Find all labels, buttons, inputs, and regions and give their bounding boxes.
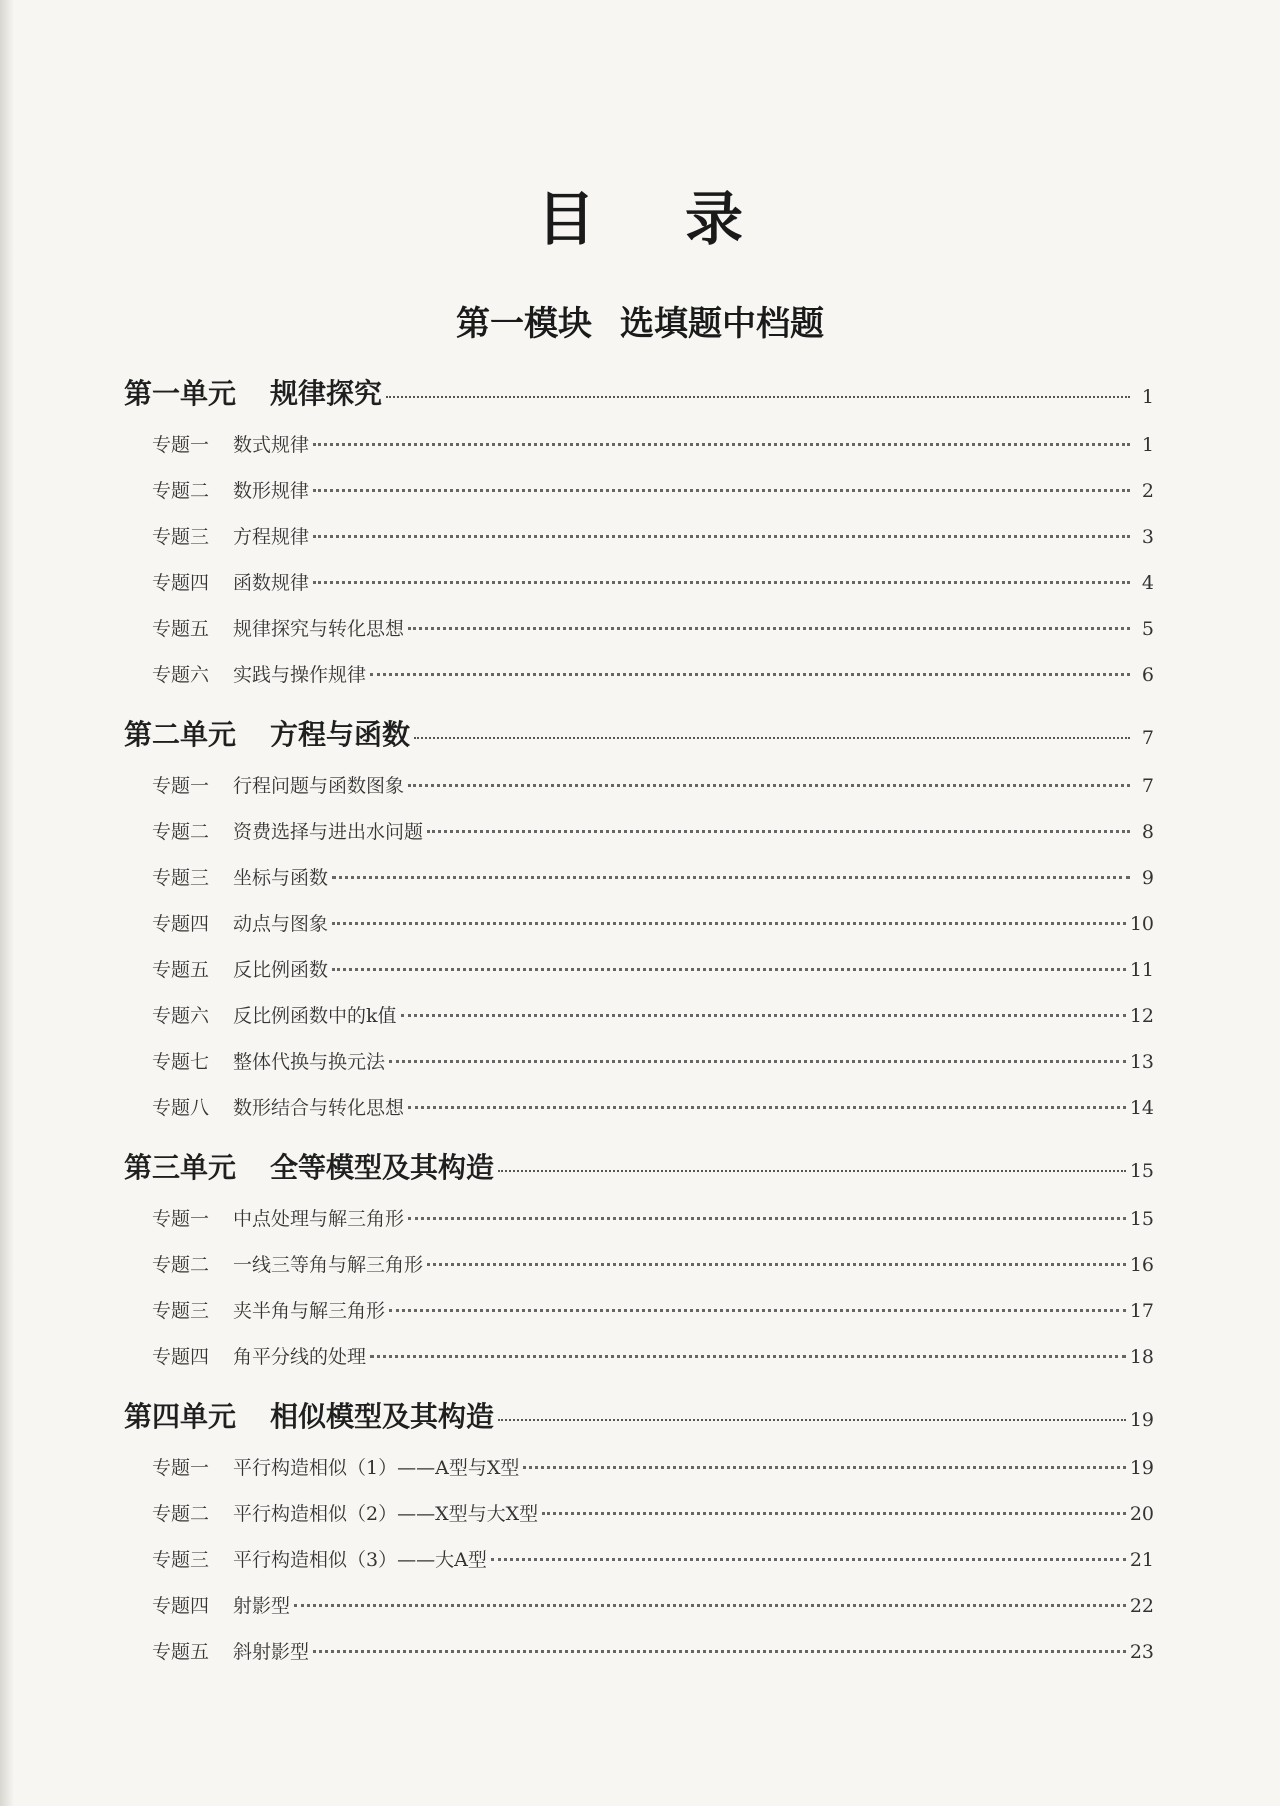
toc-topic-entry[interactable] <box>124 1499 1154 1545</box>
topic-title: 数形结合与转化思想 <box>233 1097 405 1119</box>
topic-title: 资费选择与进出水问题 <box>233 821 424 843</box>
page-number: 23 <box>1129 1641 1154 1663</box>
dot-leader <box>401 1014 1126 1017</box>
topic-title: 实践与操作规律 <box>233 664 367 686</box>
page-number: 9 <box>1141 867 1154 889</box>
page-number: 7 <box>1141 775 1154 797</box>
page-number: 14 <box>1129 1097 1154 1119</box>
page-number: 12 <box>1129 1005 1154 1027</box>
page-number: 1 <box>1141 386 1154 408</box>
toc-topic-entry[interactable] <box>124 614 1154 660</box>
toc-topic-entry[interactable] <box>124 1001 1154 1047</box>
toc-topic-entry[interactable] <box>124 1204 1154 1250</box>
topic-title: 平行构造相似（3）——大A型 <box>233 1549 487 1571</box>
toc-topic-entry[interactable] <box>124 1047 1154 1093</box>
topic-title: 平行构造相似（2）——X型与大X型 <box>233 1503 539 1525</box>
topic-title: 射影型 <box>233 1595 291 1617</box>
dot-leader <box>427 830 1130 833</box>
toc-topic-entry[interactable] <box>124 1342 1154 1388</box>
topic-title: 一线三等角与解三角形 <box>233 1254 424 1276</box>
unit-label: 第一单元 <box>124 377 237 410</box>
topic-title: 数形规律 <box>233 480 310 502</box>
toc-unit-entry[interactable] <box>124 372 1154 422</box>
page-number: 1 <box>1141 434 1154 456</box>
unit-label: 第二单元 <box>124 718 237 751</box>
page-number: 6 <box>1141 664 1154 686</box>
dot-leader <box>414 737 1130 739</box>
topic-label: 专题三 <box>152 867 210 889</box>
toc-topic-entry[interactable] <box>124 1637 1154 1683</box>
table-of-contents <box>124 372 1154 1683</box>
toc-topic-entry[interactable] <box>124 1545 1154 1591</box>
topic-label: 专题三 <box>152 1549 210 1571</box>
toc-topic-entry[interactable] <box>124 955 1154 1001</box>
toc-topic-entry[interactable] <box>124 817 1154 863</box>
dot-leader <box>386 396 1130 398</box>
topic-label: 专题四 <box>152 572 210 594</box>
topic-label: 专题八 <box>152 1097 210 1119</box>
unit-title: 规律探究 <box>270 377 383 410</box>
page-number: 18 <box>1129 1346 1154 1368</box>
toc-topic-entry[interactable] <box>124 863 1154 909</box>
toc-unit-entry[interactable] <box>124 1395 1154 1445</box>
topic-title: 函数规律 <box>233 572 310 594</box>
topic-label: 专题一 <box>152 775 210 797</box>
toc-unit-entry[interactable] <box>124 1146 1154 1196</box>
topic-title: 动点与图象 <box>233 913 329 935</box>
topic-label: 专题二 <box>152 821 210 843</box>
topic-title: 反比例函数中的k值 <box>233 1005 397 1027</box>
page-title: 目录 <box>536 185 833 253</box>
dot-leader <box>313 535 1130 538</box>
toc-unit-entry[interactable] <box>124 713 1154 763</box>
page-number: 19 <box>1129 1409 1154 1431</box>
module-name: 选填题中档题 <box>620 304 824 344</box>
page-number: 21 <box>1129 1549 1154 1571</box>
topic-label: 专题五 <box>152 618 210 640</box>
module-label: 第一模块 <box>456 304 592 344</box>
topic-label: 专题二 <box>152 1254 210 1276</box>
toc-topic-entry[interactable] <box>124 660 1154 706</box>
page-number: 2 <box>1141 480 1154 502</box>
toc-topic-entry[interactable] <box>124 1093 1154 1139</box>
topic-label: 专题四 <box>152 913 210 935</box>
dot-leader <box>313 581 1130 584</box>
dot-leader <box>332 876 1130 879</box>
page-number: 10 <box>1129 913 1154 935</box>
topic-label: 专题二 <box>152 1503 210 1525</box>
toc-topic-entry[interactable] <box>124 1591 1154 1637</box>
toc-topic-entry[interactable] <box>124 522 1154 568</box>
topic-title: 反比例函数 <box>233 959 329 981</box>
page-number: 16 <box>1129 1254 1154 1276</box>
topic-label: 专题四 <box>152 1346 210 1368</box>
topic-title: 规律探究与转化思想 <box>233 618 405 640</box>
toc-topic-entry[interactable] <box>124 430 1154 476</box>
page-number: 19 <box>1129 1457 1154 1479</box>
unit-label: 第三单元 <box>124 1151 237 1184</box>
page-number: 22 <box>1129 1595 1154 1617</box>
page-number: 4 <box>1141 572 1154 594</box>
toc-topic-entry[interactable] <box>124 1250 1154 1296</box>
toc-topic-entry[interactable] <box>124 909 1154 955</box>
topic-label: 专题一 <box>152 1208 210 1230</box>
topic-label: 专题五 <box>152 959 210 981</box>
topic-title: 行程问题与函数图象 <box>233 775 405 797</box>
dot-leader <box>370 1355 1126 1358</box>
topic-label: 专题五 <box>152 1641 210 1663</box>
topic-title: 数式规律 <box>233 434 310 456</box>
dot-leader <box>498 1170 1126 1172</box>
page-number: 13 <box>1129 1051 1154 1073</box>
dot-leader <box>427 1263 1126 1266</box>
topic-label: 专题六 <box>152 664 210 686</box>
page-number: 11 <box>1129 959 1154 981</box>
page-number: 8 <box>1141 821 1154 843</box>
topic-title: 坐标与函数 <box>233 867 329 889</box>
dot-leader <box>408 784 1130 787</box>
page-number: 5 <box>1141 618 1154 640</box>
topic-label: 专题六 <box>152 1005 210 1027</box>
toc-topic-entry[interactable] <box>124 1453 1154 1499</box>
page-number: 3 <box>1141 526 1154 548</box>
topic-title: 方程规律 <box>233 526 310 548</box>
unit-title: 方程与函数 <box>270 718 411 751</box>
unit-title: 相似模型及其构造 <box>270 1400 495 1433</box>
dot-leader <box>313 1650 1126 1653</box>
topic-title: 夹半角与解三角形 <box>233 1300 386 1322</box>
topic-label: 专题三 <box>152 1300 210 1322</box>
unit-title: 全等模型及其构造 <box>270 1151 495 1184</box>
module-heading <box>0 296 1280 345</box>
dot-leader <box>294 1604 1126 1607</box>
toc-topic-entry[interactable] <box>124 771 1154 817</box>
dot-leader <box>389 1060 1126 1063</box>
topic-title: 平行构造相似（1）——A型与X型 <box>233 1457 520 1479</box>
topic-label: 专题二 <box>152 480 210 502</box>
dot-leader <box>408 1217 1126 1220</box>
topic-title: 角平分线的处理 <box>233 1346 367 1368</box>
topic-label: 专题七 <box>152 1051 210 1073</box>
dot-leader <box>523 1466 1125 1469</box>
dot-leader <box>313 489 1130 492</box>
topic-label: 专题一 <box>152 434 210 456</box>
page-number: 15 <box>1129 1208 1154 1230</box>
page-number: 7 <box>1141 727 1154 749</box>
topic-title: 中点处理与解三角形 <box>233 1208 405 1230</box>
dot-leader <box>491 1558 1126 1561</box>
topic-title: 斜射影型 <box>233 1641 310 1663</box>
dot-leader <box>542 1512 1126 1515</box>
topic-label: 专题一 <box>152 1457 210 1479</box>
dot-leader <box>389 1309 1126 1312</box>
page-edge-shadow <box>0 0 14 1806</box>
dot-leader <box>332 922 1126 925</box>
dot-leader <box>313 443 1130 446</box>
dot-leader <box>370 673 1130 676</box>
dot-leader <box>408 627 1130 630</box>
page-number: 17 <box>1129 1300 1154 1322</box>
page-number: 15 <box>1129 1160 1154 1182</box>
dot-leader <box>498 1419 1126 1421</box>
dot-leader <box>408 1106 1126 1109</box>
toc-topic-entry[interactable] <box>124 1296 1154 1342</box>
topic-title: 整体代换与换元法 <box>233 1051 386 1073</box>
page-number: 20 <box>1129 1503 1154 1525</box>
topic-label: 专题四 <box>152 1595 210 1617</box>
toc-topic-entry[interactable] <box>124 568 1154 614</box>
toc-topic-entry[interactable] <box>124 476 1154 522</box>
dot-leader <box>332 968 1126 971</box>
unit-label: 第四单元 <box>124 1400 237 1433</box>
topic-label: 专题三 <box>152 526 210 548</box>
